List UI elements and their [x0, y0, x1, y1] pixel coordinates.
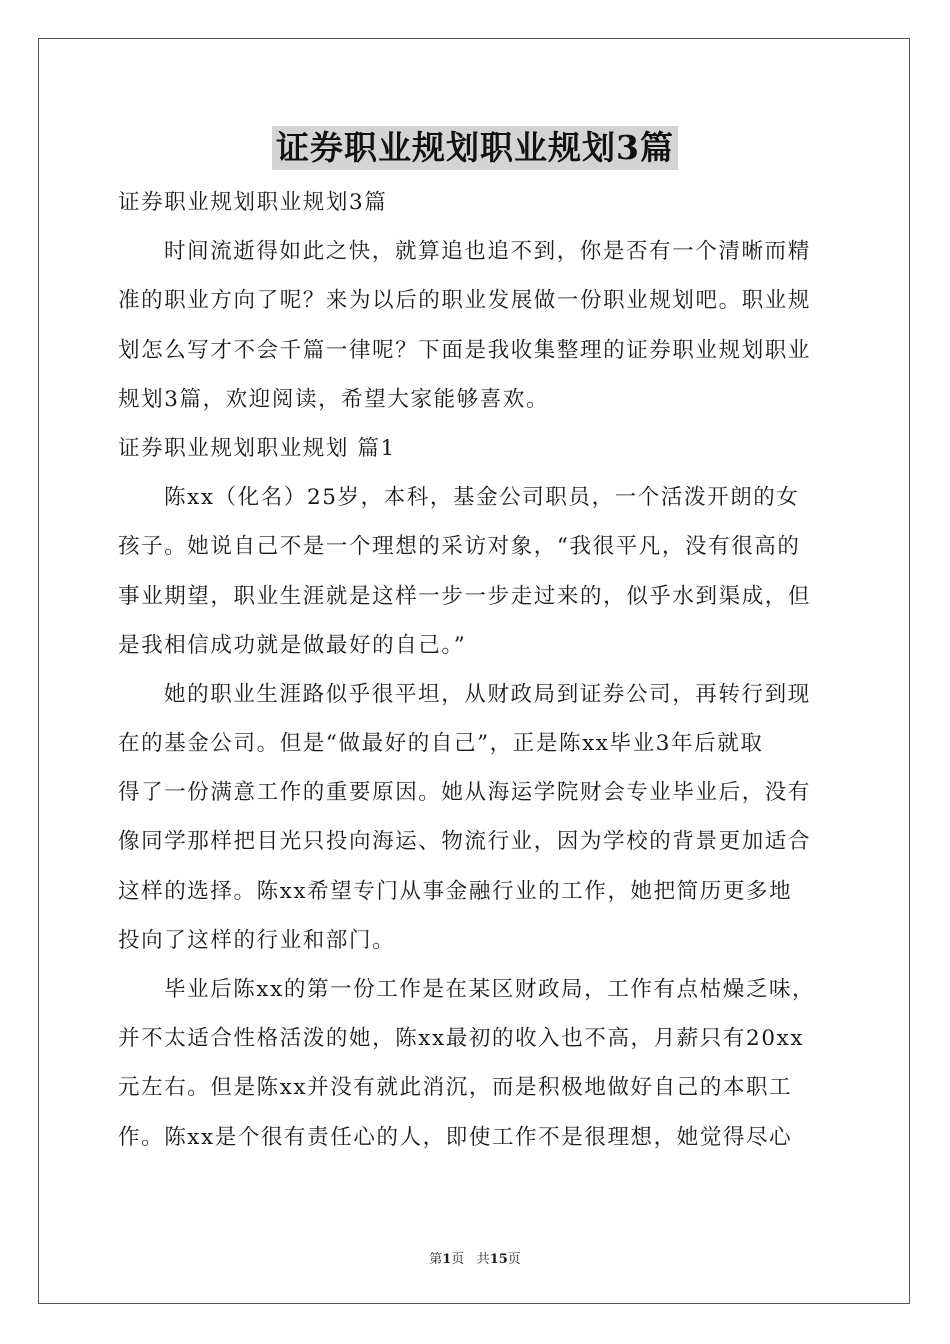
- paragraph-line: 事业期望，职业生涯就是这样一步一步走过来的，似乎水到渠成，但: [118, 583, 812, 609]
- paragraph-line: 准的职业方向了呢？来为以后的职业发展做一份职业规划吧。职业规: [118, 288, 812, 314]
- paragraph-line: 规划3篇，欢迎阅读，希望大家能够喜欢。: [118, 386, 550, 412]
- document-body: [118, 178, 838, 1162]
- total-label-suffix: 页: [507, 1252, 521, 1267]
- paragraph-line: 并不太适合性格活泼的她，陈xx最初的收入也不高，月薪只有20xx: [118, 1026, 805, 1052]
- total-pages: 15: [489, 1252, 508, 1267]
- paragraph-line: 投向了这样的行业和部门。: [118, 927, 396, 953]
- paragraph-line: 陈xx（化名）25岁，本科，基金公司职员，一个活泼开朗的女: [164, 485, 800, 511]
- paragraph-line: 像同学那样把目光只投向海运、物流行业，因为学校的背景更加适合: [118, 829, 812, 855]
- paragraph-line: 孩子。她说自己不是一个理想的采访对象，“我很平凡，没有很高的: [118, 534, 801, 560]
- subtitle-line: 证券职业规划职业规划3篇: [118, 190, 388, 215]
- paragraph-line: 作。陈xx是个很有责任心的人，即使工作不是很理想，她觉得尽心: [118, 1124, 793, 1150]
- paragraph-line: 在的基金公司。但是“做最好的自己”，正是陈xx毕业3年后就取: [118, 731, 764, 757]
- paragraph-line: 元左右。但是陈xx并没有就此消沉，而是积极地做好自己的本职工: [118, 1075, 793, 1101]
- page-footer: [0, 1248, 950, 1267]
- paragraph-line: 这样的选择。陈xx希望专门从事金融行业的工作，她把简历更多地: [118, 878, 793, 904]
- paragraph-line: 得了一份满意工作的重要原因。她从海运学院财会专业毕业后，没有: [118, 780, 812, 806]
- document-title: 证券职业规划职业规划3篇: [272, 126, 678, 170]
- page-label-suffix: 页: [451, 1252, 465, 1267]
- page-number: 1: [442, 1252, 452, 1267]
- paragraph-line: 毕业后陈xx的第一份工作是在某区财政局，工作有点枯燥乏味，: [164, 977, 816, 1002]
- total-label-prefix: 共: [476, 1252, 490, 1267]
- title-container: [0, 126, 950, 170]
- paragraph-line: 是我相信成功就是做最好的自己。”: [118, 632, 467, 658]
- paragraph-line: 时间流逝得如此之快，就算追也追不到，你是否有一个清晰而精: [164, 239, 811, 265]
- section-heading: 证券职业规划职业规划 篇1: [118, 435, 396, 461]
- page-label-prefix: 第: [429, 1252, 443, 1267]
- paragraph-line: 她的职业生涯路似乎很平坦，从财政局到证券公司，再转行到现: [164, 681, 811, 707]
- paragraph-line: 划怎么写才不会千篇一律呢？下面是我收集整理的证券职业规划职业: [118, 337, 812, 363]
